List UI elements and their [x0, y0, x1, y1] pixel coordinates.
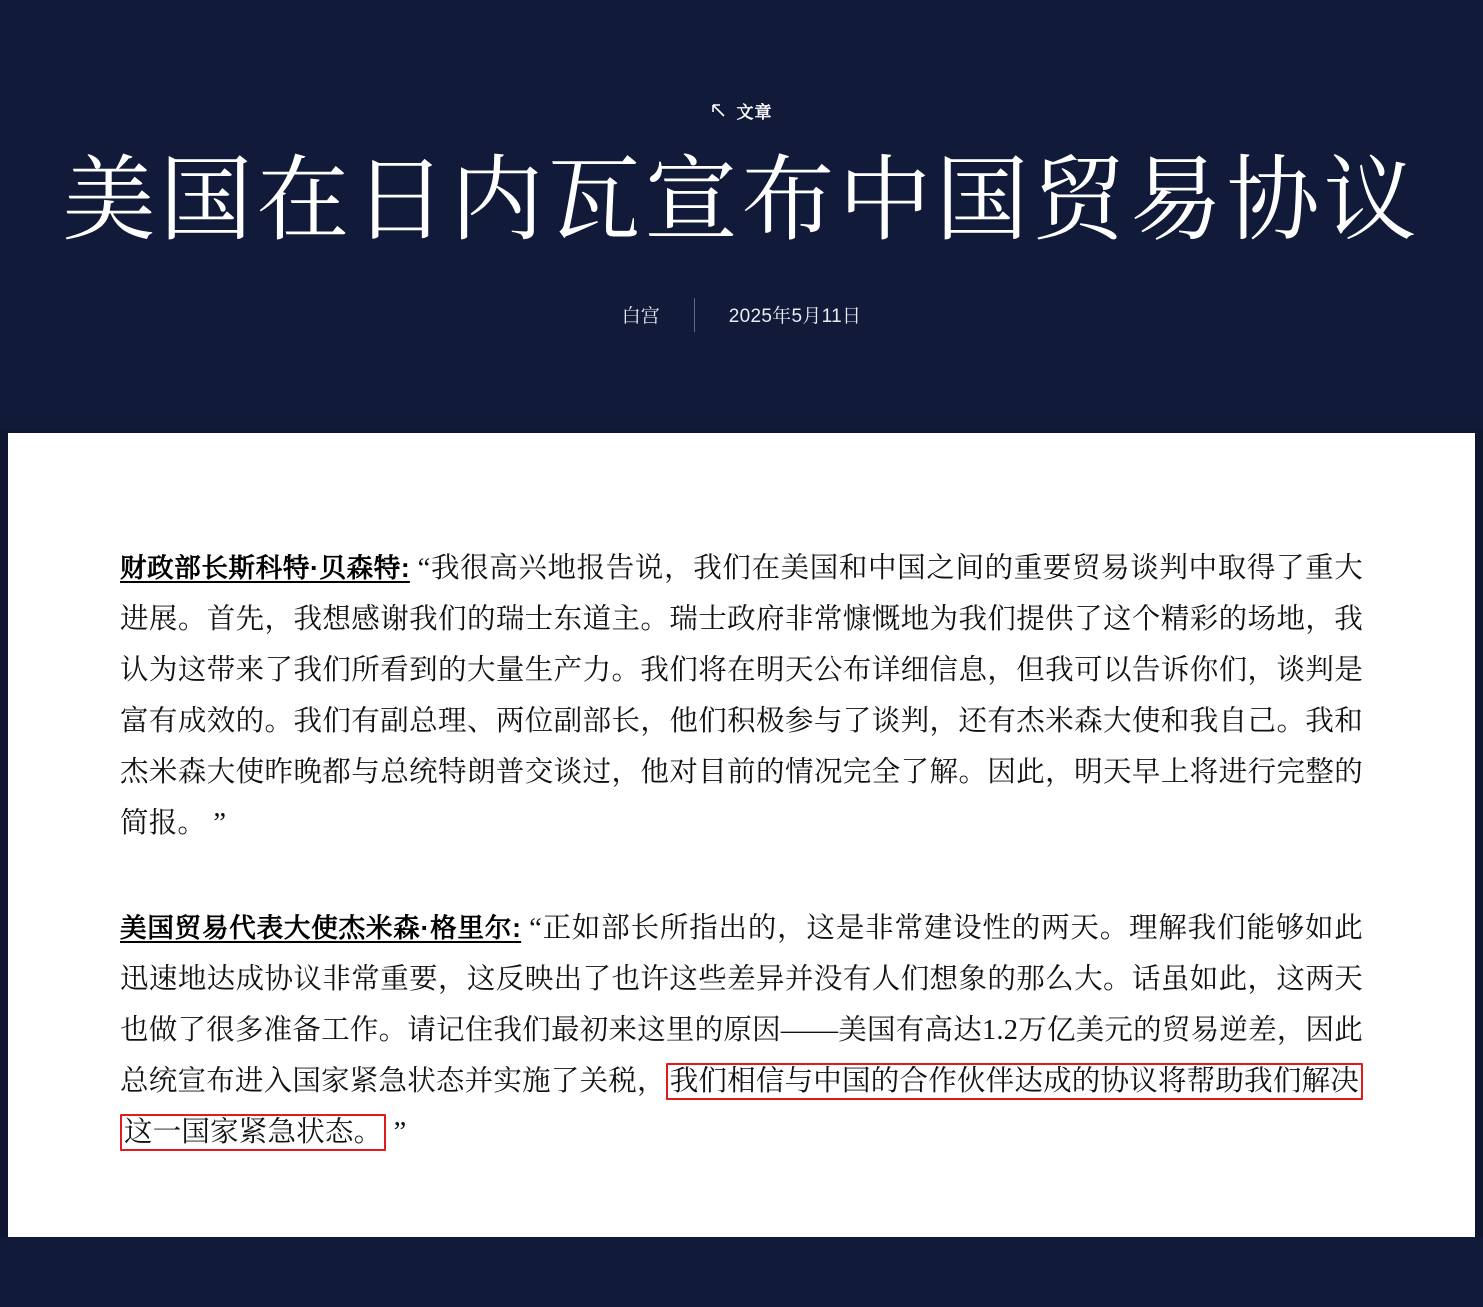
article-date: 2025年5月11日	[728, 306, 862, 328]
article-source: 白宫	[621, 306, 660, 328]
article-paragraph	[120, 543, 1363, 849]
arrow-up-left-icon	[711, 103, 727, 119]
breadcrumb-label: 文章	[736, 103, 773, 122]
paragraph-text-tail: ”	[386, 1117, 407, 1148]
speaker-name: 财政部长斯科特·贝森特:	[120, 553, 410, 583]
speaker-name: 美国贸易代表大使杰米森·格里尔:	[120, 913, 522, 943]
breadcrumb[interactable]	[0, 98, 1483, 123]
article-body	[8, 433, 1475, 1237]
left-rail	[0, 433, 8, 1237]
article-paragraph	[120, 903, 1363, 1158]
paragraph-text: “我很高兴地报告说，我们在美国和中国之间的重要贸易谈判中取得了重大进展。首先，我想感谢我们的瑞士东道主。瑞士政府非常慷慨地为我们提供了这个精彩的场地，我认为这带来了我们所看到的大量生产力。我们将在明天公布详细信息，但我可以告诉你们，谈判是富有成效的。我们有副总理、两位副部长，他们积极参与了谈判，还有杰米森大使和我自己。我和杰米森大使昨晚都与总统特朗普交谈过，他对目前的情况完全了解。因此，明天早上将进行完整的简报。 ”	[120, 553, 1363, 839]
footer-strip	[0, 1237, 1483, 1307]
page-title: 美国在日内瓦宣布中国贸易协议	[62, 150, 1421, 253]
article-meta	[0, 298, 1483, 332]
highlighted-text: 我们相信与中国的合作伙伴达成的协议将帮助我们解决这一国家紧急状态。	[120, 1063, 1363, 1151]
right-rail	[1475, 433, 1483, 1237]
article-hero	[0, 0, 1483, 430]
paragraph-text: “正如部长所指出的，这是非常建设性的两天。理解我们能够如此迅速地达成协议非常重要，这反映出了也许这些差异并没有人们想象的那么大。话虽如此，这两天也做了很多准备工作。请记住我们最初来这里的原因——美国有高达1.2万亿美元的贸易逆差，因此总统宣布进入国家紧急状态并实施了关税，	[120, 913, 1363, 1097]
